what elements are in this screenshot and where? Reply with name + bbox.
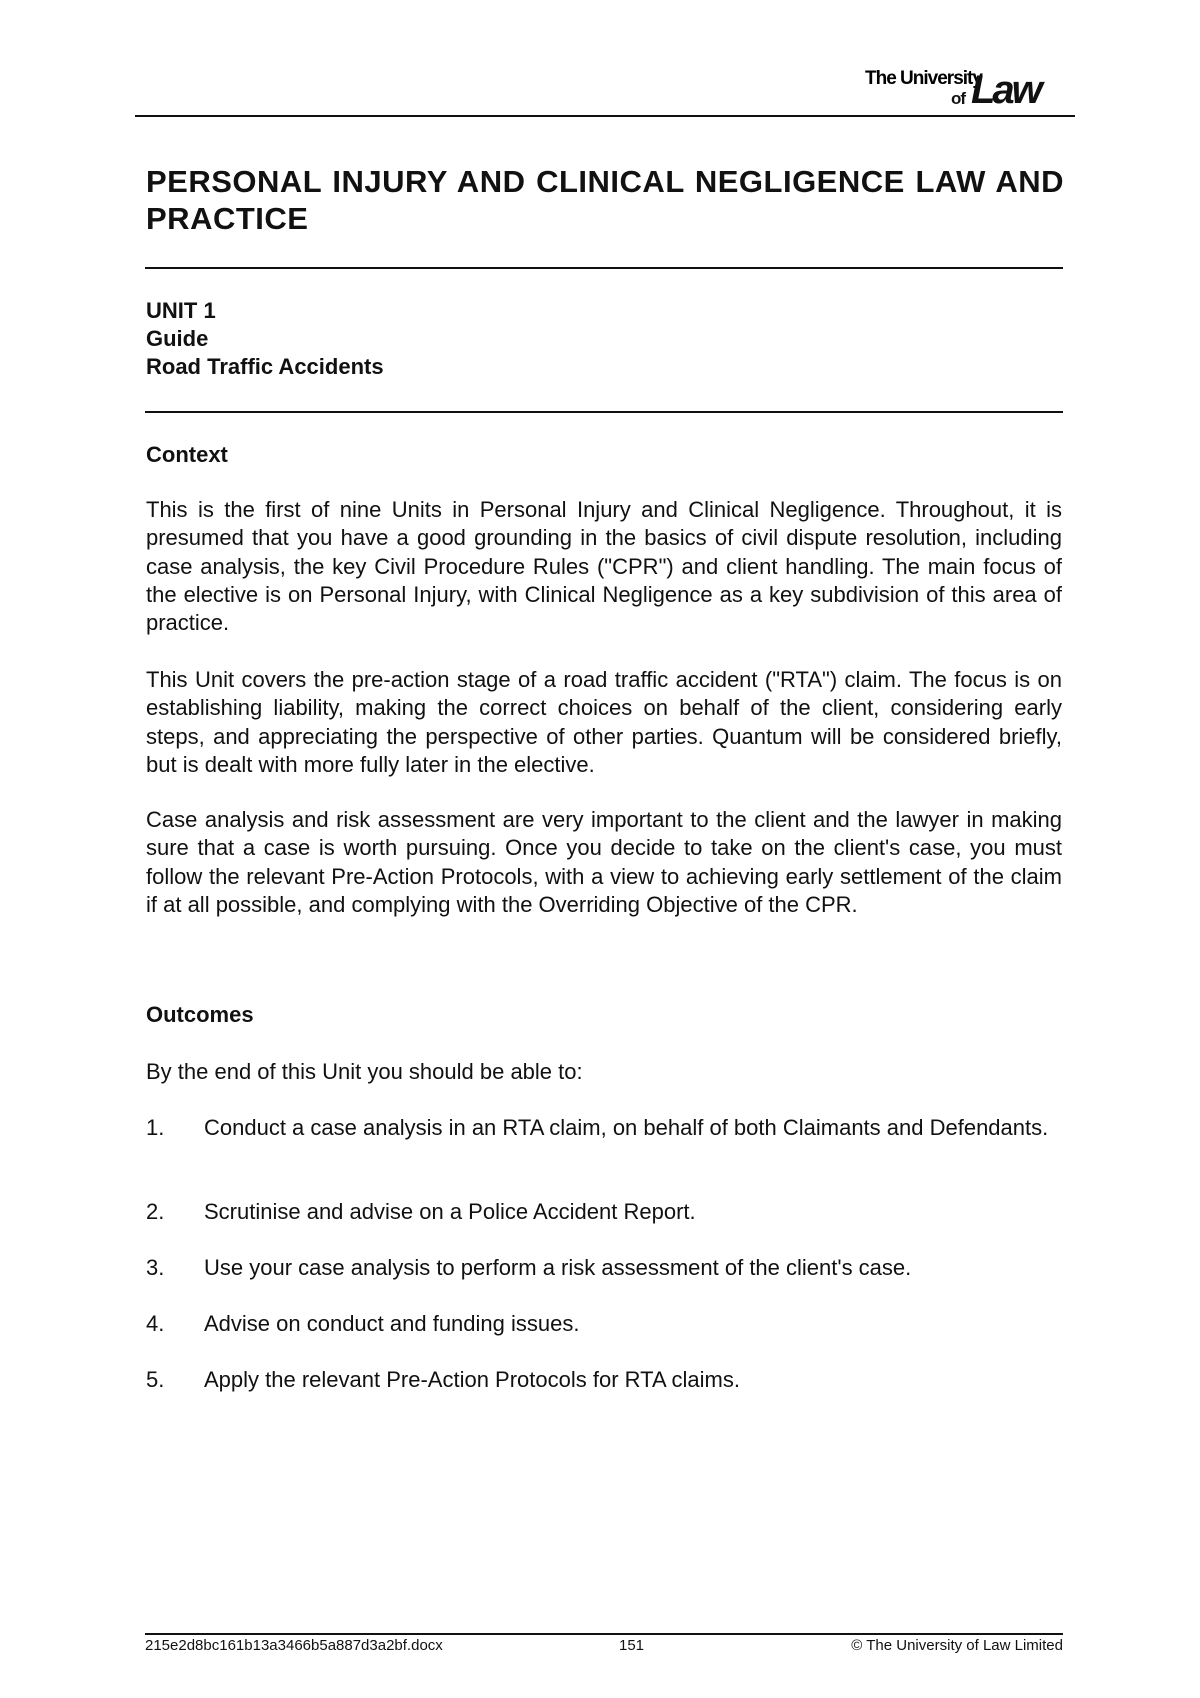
outcome-number: 4. [146,1311,165,1336]
outcome-item [146,1198,1062,1226]
logo-law: Law [971,68,1040,112]
outcome-text: Conduct a case analysis in an RTA claim, on behalf of both Claimants and Defendants. [204,1115,1049,1140]
outcome-text: Advise on conduct and funding issues. [204,1311,580,1336]
outcome-number: 5. [146,1367,165,1392]
outcomes-heading: Outcomes [146,1002,254,1027]
outcome-number: 3. [146,1255,165,1280]
outcome-number: 1. [146,1115,165,1140]
outcome-item [146,1310,1062,1338]
university-logo [845,62,1065,114]
outcome-item [146,1366,1062,1394]
outcome-item [146,1114,1062,1142]
footer-rule [145,1633,1063,1635]
document-title: PERSONAL INJURY AND CLINICAL NEGLIGENCE LAW AND PRACTICE [146,164,1064,236]
outcome-text: Scrutinise and advise on a Police Accident Report. [204,1199,696,1224]
unit-guide-label: Guide [146,326,209,351]
unit-block [146,297,384,381]
logo-of: of [951,89,966,108]
logo-line1: The University [865,68,982,89]
footer-copyright: © The University of Law Limited [851,1637,1063,1654]
context-paragraph: This Unit covers the pre-action stage of a road traffic accident ("RTA") claim. The focus is on establishing liability, making the correct choices on behalf of the client, considering early steps, and appreciating the perspective of other parties. Quantum will be considered briefly, but is dealt with more fully later in the elective. [146,667,1062,777]
unit-number: UNIT 1 [146,298,216,323]
footer-page-number: 151 [619,1637,645,1654]
title-divider [145,267,1063,269]
footer-filename: 215e2d8bc161b13a3466b5a887d3a2bf.docx [145,1637,443,1654]
context-heading: Context [146,442,228,467]
outcomes-intro: By the end of this Unit you should be able to: [146,1059,583,1084]
context-paragraph: Case analysis and risk assessment are very important to the client and the lawyer in making sure that a case is worth pursuing. Once you decide to take on the client's case, you must follow the relevant Pre-Action Protocols, with a view to achieving early settlement of the claim if at all possible, and complying with the Overriding Objective of the CPR. [146,807,1062,917]
outcome-item [146,1254,1062,1282]
header-rule [135,115,1075,117]
unit-subject: Road Traffic Accidents [146,354,384,379]
unit-divider [145,411,1063,413]
outcome-text: Use your case analysis to perform a risk assessment of the client's case. [204,1255,912,1280]
page-footer [145,1637,1063,1657]
outcome-text: Apply the relevant Pre-Action Protocols for RTA claims. [204,1367,740,1392]
outcome-number: 2. [146,1199,165,1224]
context-paragraph: This is the first of nine Units in Personal Injury and Clinical Negligence. Throughout, it is presumed that you have a good grounding in the basics of civil dispute resolution, including case analysis, the key Civil Procedure Rules ("CPR") and client handling. The main focus of the elective is on Personal Injury, with Clinical Negligence as a key subdivision of this area of practice. [146,497,1062,636]
